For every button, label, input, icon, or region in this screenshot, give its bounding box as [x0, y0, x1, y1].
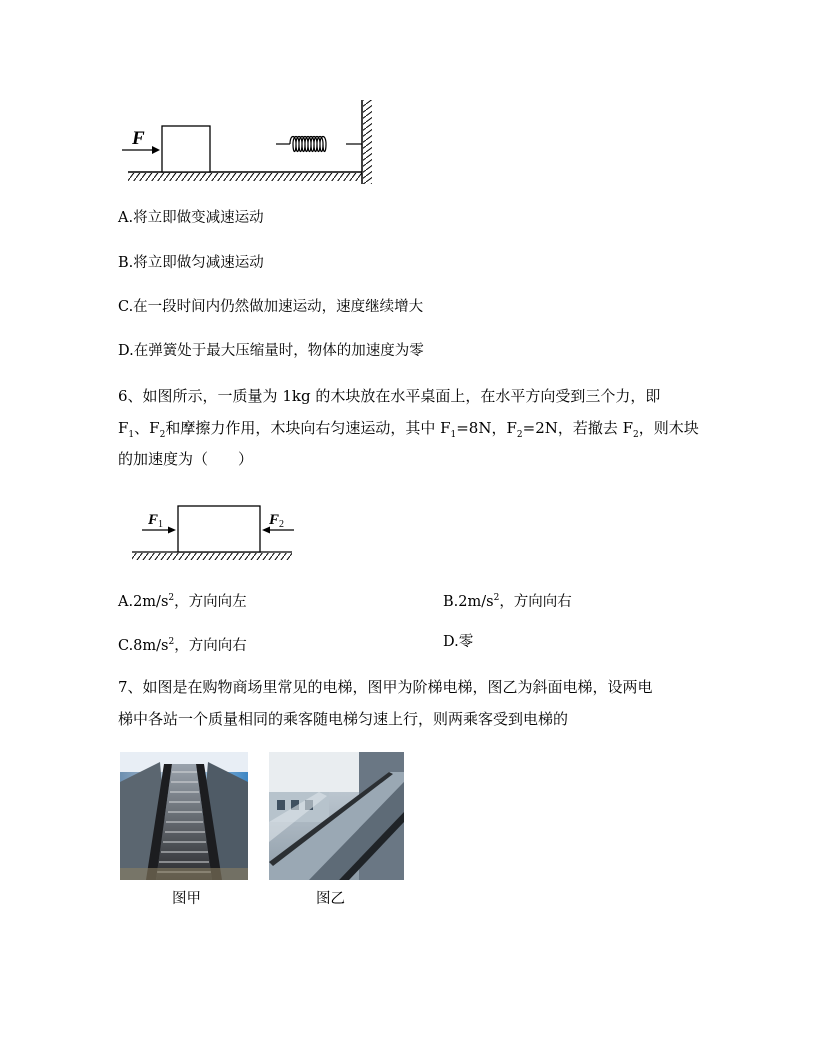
spring	[276, 137, 362, 152]
f1-label: F	[148, 512, 159, 528]
figure-block-spring-wall	[118, 98, 380, 188]
q7-stem-line2: 梯中各站一个质量相同的乘客随电梯匀速上行，则两乘客受到电梯的	[118, 710, 569, 728]
svg-text:F1: $F_1$	[148, 512, 164, 530]
q6-option-b: $B.2m/s^2$，方向向右	[443, 593, 572, 610]
q7-stem-line1: 7、如图是在购物商场里常见的电梯，图甲为阶梯电梯，图乙为斜面电梯，设两电	[118, 678, 653, 696]
q6-option-d: D.零	[443, 634, 474, 650]
svg-text:F2: $F_2$	[269, 512, 285, 530]
f2-label: F	[269, 512, 280, 528]
q6-stem-line1: 6、如图所示，一质量为 1kg 的木块放在水平桌面上，在水平方向受到三个力，即	[118, 387, 661, 405]
q5-option-b: B.将立即做匀减速运动	[118, 255, 264, 271]
q5-option-c: C.在一段时间内仍然做加速运动，速度继续增大	[118, 299, 424, 315]
escalator-photo-stairs	[120, 752, 248, 880]
q6-stem-line2: $F_1$、$F_2$和摩擦力作用，木块向右匀速运动，其中 $F_1=8N$，$F_2=2N$，若撤去 $F_2$，则木块	[118, 419, 699, 440]
caption-figure-a: 图甲	[172, 891, 201, 907]
q5-option-a: A.将立即做变减速运动	[118, 210, 264, 226]
force-label-f: F	[132, 128, 145, 149]
q6-option-a: $A.2m/s^2$，方向向左	[118, 593, 247, 610]
q6-option-c: $C.8m/s^2$，方向向右	[118, 637, 247, 654]
q5-option-d: D.在弹簧处于最大压缩量时，物体的加速度为零	[118, 343, 424, 359]
caption-figure-b: 图乙	[316, 891, 345, 907]
escalator-photo-incline	[269, 752, 404, 880]
figure-block-two-forces	[128, 500, 298, 564]
q6-stem-line3: 的加速度为（ ）	[118, 450, 254, 468]
